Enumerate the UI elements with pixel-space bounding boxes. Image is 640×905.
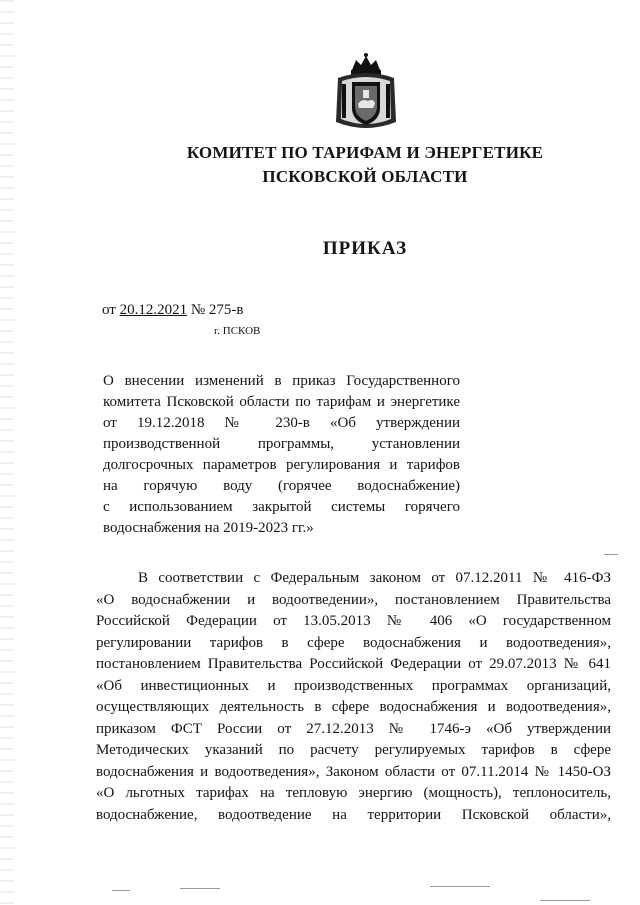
subject-line: производственной программы, установлении [103, 436, 460, 452]
body-line: водоснабжение, водоотведение на территории Псковской области», [96, 806, 611, 823]
order-city: г. ПСКОВ [214, 325, 261, 337]
organization-name-line1: КОМИТЕТ ПО ТАРИФАМ И ЭНЕРГЕТИКЕ [186, 143, 544, 162]
subject-line: от 19.12.2018 № 230-в «Об утверждении [103, 415, 460, 431]
body-line: «О льготных тарифах на тепловую энергию (мощность), теплоноситель, [96, 785, 611, 801]
document-type-title: ПРИКАЗ [322, 238, 408, 259]
body-line: В соответствии с Федеральным законом от 07.12.2011 № 416-ФЗ [138, 570, 611, 586]
body-line: «О водоснабжении и водоотведении», постановлением Правительства [96, 591, 611, 608]
scan-edge-noise [0, 0, 14, 905]
pskov-coat-of-arms-icon [330, 52, 402, 134]
number-prefix: № [187, 302, 209, 318]
subject-line: на горячую воду (горячее водоснабжение) [103, 478, 460, 494]
body-line: регулировании тарифов в сфере водоснабжения и водоотведения», [96, 634, 611, 651]
order-number: 275-в [208, 302, 244, 318]
body-line: постановлением Правительства Российской Федерации от 29.07.2013 № 641 [96, 656, 611, 672]
subject-line: комитета Псковской области по тарифам и энергетике [103, 394, 460, 410]
body-line: «Об инвестиционных и производственных программах организаций, [96, 677, 611, 694]
order-date-number [102, 302, 244, 319]
body-line: осуществляющих деятельность в сфере водоснабжения и водоотведения», [96, 699, 611, 715]
body-line: Российской Федерации от 13.05.2013 № 406 «О государственном [96, 613, 611, 629]
body-line: Методических указаний по расчету регулируемых тарифов в сфере [96, 742, 611, 758]
organization-name-line2: ПСКОВСКОЙ ОБЛАСТИ [262, 167, 468, 186]
body-line: водоснабжения и водоотведения», Законом области от 07.11.2014 № 1450-ОЗ [96, 763, 611, 780]
order-subject [103, 371, 460, 539]
subject-line: О внесении изменений в приказ Государственного [103, 373, 460, 389]
body-line: приказом ФСТ России от 27.12.2013 № 1746-э «Об утверждении [96, 720, 611, 737]
subject-line: с использованием закрытой системы горячего [103, 499, 460, 515]
subject-line: долгосрочных параметров регулирования и тарифов [103, 457, 460, 473]
order-date: 20.12.2021 [119, 302, 188, 318]
date-prefix: от [102, 302, 120, 318]
order-body-paragraph [96, 568, 611, 826]
subject-line: водоснабжения на 2019-2023 гг.» [103, 520, 314, 536]
